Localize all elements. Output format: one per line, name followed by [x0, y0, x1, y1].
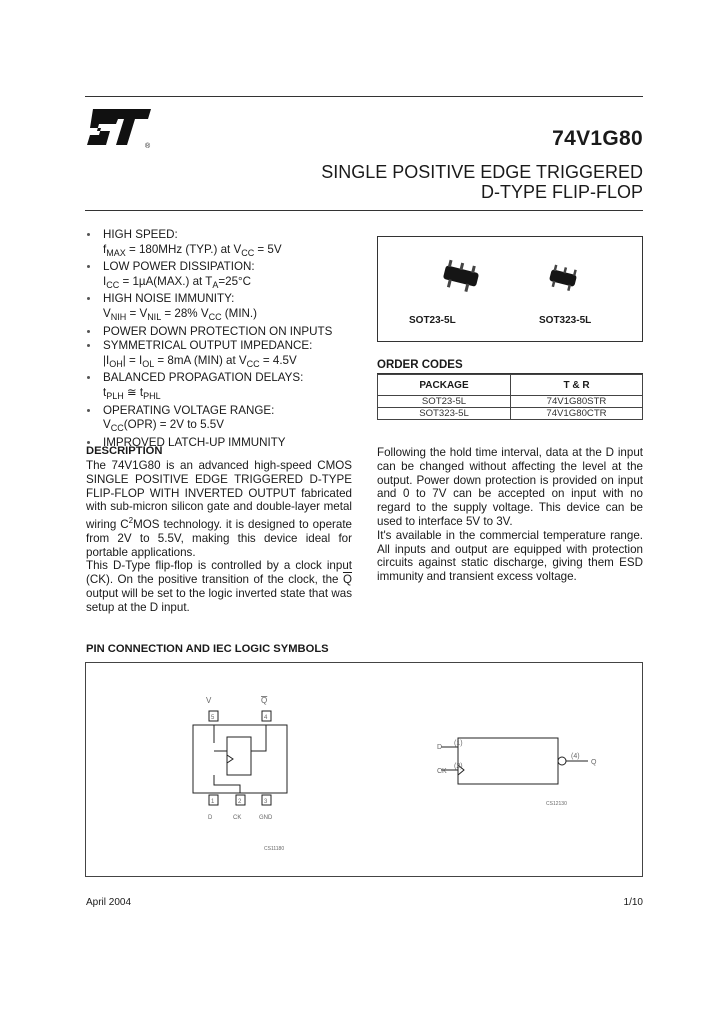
feature-title: POWER DOWN PROTECTION ON INPUTS — [103, 324, 333, 338]
pin-connection-diagram — [86, 663, 642, 876]
feature-item — [86, 292, 371, 324]
svg-text:5: 5 — [211, 715, 215, 721]
svg-text:Q: Q — [591, 759, 597, 766]
svg-text:Q: Q — [261, 696, 268, 705]
feature-item — [86, 339, 371, 371]
svg-text:®: ® — [145, 143, 151, 149]
table-header-row — [378, 375, 643, 396]
feature-title: BALANCED PROPAGATION DELAYS: — [103, 371, 304, 385]
feature-title: HIGH NOISE IMMUNITY: — [103, 292, 235, 306]
svg-text:CS12130: CS12130 — [546, 801, 567, 807]
title-rule — [85, 210, 643, 211]
svg-text:3: 3 — [264, 799, 268, 805]
package-box — [377, 236, 643, 342]
feature-title: HIGH SPEED: — [103, 228, 178, 241]
feature-detail: $V_{NIH} = V_{NIL} = 28\%$ $V_{CC}$ (MIN.) — [103, 306, 257, 322]
feature-item — [86, 404, 371, 436]
top-rule — [85, 96, 643, 97]
table-cell: 74V1G80CTR — [511, 408, 643, 420]
svg-text:D: D — [437, 744, 443, 751]
bullet-icon — [87, 265, 90, 268]
svg-text:(2): (2) — [454, 763, 463, 770]
column-header: PACKAGE — [378, 375, 511, 396]
feature-item — [86, 325, 371, 340]
description-paragraph: This D-Type flip-flop is controlled by a clock input (CK). On the positive transition of the clock, the $\overline{Q}$ output will be set to the logic inverted state that was setup at the D input. — [86, 559, 352, 614]
order-codes-title: ORDER CODES — [377, 359, 463, 371]
bullet-icon — [87, 409, 90, 412]
package-label-sot23: SOT23-5L — [409, 315, 456, 326]
feature-item — [86, 371, 371, 403]
svg-text:CS11180: CS11180 — [264, 846, 285, 852]
feature-detail: $I_{CC} = 1\mu A(MAX.)$ at $T_A=25^\circ C$ — [103, 274, 252, 290]
description-left-column — [86, 459, 352, 615]
features-list — [86, 228, 371, 450]
description-right-column — [377, 446, 643, 584]
svg-text:GND: GND — [259, 815, 273, 821]
bullet-icon — [87, 233, 90, 236]
table-cell: SOT23-5L — [378, 396, 511, 408]
feature-detail: $V_{CC}(OPR) = 2V$ to 5.5V — [103, 418, 224, 434]
svg-text:V: V — [206, 696, 212, 705]
sot23-package-icon — [436, 259, 496, 299]
feature-title: IMPROVED LATCH-UP IMMUNITY — [103, 435, 286, 449]
table-cell: SOT323-5L — [378, 408, 511, 420]
table-cell: 74V1G80STR — [511, 396, 643, 408]
title-line-1: SINGLE POSITIVE EDGE TRIGGERED — [321, 162, 643, 182]
part-number: 74V1G80 — [552, 127, 643, 150]
feature-title: OPERATING VOLTAGE RANGE: — [103, 403, 275, 417]
bullet-icon — [87, 441, 90, 444]
order-codes-table — [377, 374, 643, 420]
svg-text:2: 2 — [238, 799, 242, 805]
footer-page-number: 1/10 — [623, 897, 643, 908]
feature-title: LOW POWER DISSIPATION: — [103, 260, 255, 274]
description-paragraph: It's available in the commercial temperature range. All inputs and output are equipped with protection circuits against static discharge, giving them ESD immunity and transient excess voltage. — [377, 528, 643, 584]
table-row — [378, 396, 643, 408]
package-label-sot323: SOT323-5L — [539, 315, 592, 326]
footer-date: April 2004 — [86, 897, 132, 908]
sot323-package-icon — [542, 263, 590, 297]
svg-text:(1): (1) — [454, 740, 463, 747]
bullet-icon — [87, 297, 90, 300]
feature-title: SYMMETRICAL OUTPUT IMPEDANCE: — [103, 339, 313, 353]
description-paragraph: Following the hold time interval, data at the D input can be changed without affecting the level at the output. Power down protection is provided on input and 0 to 7V can be accepted on input with no regard to the supply voltage. This device can be used to interface 5V to 3V. — [377, 446, 643, 528]
bullet-icon — [87, 344, 90, 347]
feature-item — [86, 260, 371, 292]
svg-text:CK: CK — [233, 815, 242, 821]
pin-connection-figure — [85, 662, 643, 877]
svg-text:4: 4 — [264, 715, 268, 721]
bullet-icon — [87, 330, 90, 333]
feature-detail: $|I_{OH}| = I_{OL} = 8mA$ (MIN) at $V_{CC} = 4.5V$ — [103, 353, 297, 369]
svg-text:CK: CK — [437, 768, 447, 775]
feature-item — [86, 228, 371, 260]
svg-text:(4): (4) — [571, 753, 580, 760]
st-logo-icon — [85, 107, 155, 149]
title-line-2: D-TYPE FLIP-FLOP — [480, 182, 643, 202]
table-row — [378, 408, 643, 420]
feature-detail: $t_{PLH}$ ≅ $t_{PHL}$ — [103, 385, 161, 401]
description-paragraph: The 74V1G80 is an advanced high-speed CMOS SINGLE POSITIVE EDGE TRIGGERED D-TYPE FLIP-FLOP WITH INVERTED OUTPUT fabricated with sub-micron silicon gate and double-layer metal wiring $C^2MOS$ technology. it is designed to operate from 2V to 5.5V, making this device ideal for portable applications. — [86, 459, 353, 559]
svg-text:1: 1 — [211, 799, 215, 805]
pin-connection-heading: PIN CONNECTION AND IEC LOGIC SYMBOLS — [86, 643, 329, 655]
feature-detail: $f_{MAX} = 180MHz$ (TYP.) at $V_{CC} = 5V$ — [103, 242, 282, 258]
column-header: T & R — [511, 375, 643, 396]
svg-text:D: D — [208, 815, 213, 821]
bullet-icon — [87, 376, 90, 379]
description-heading: DESCRIPTION — [86, 445, 163, 457]
